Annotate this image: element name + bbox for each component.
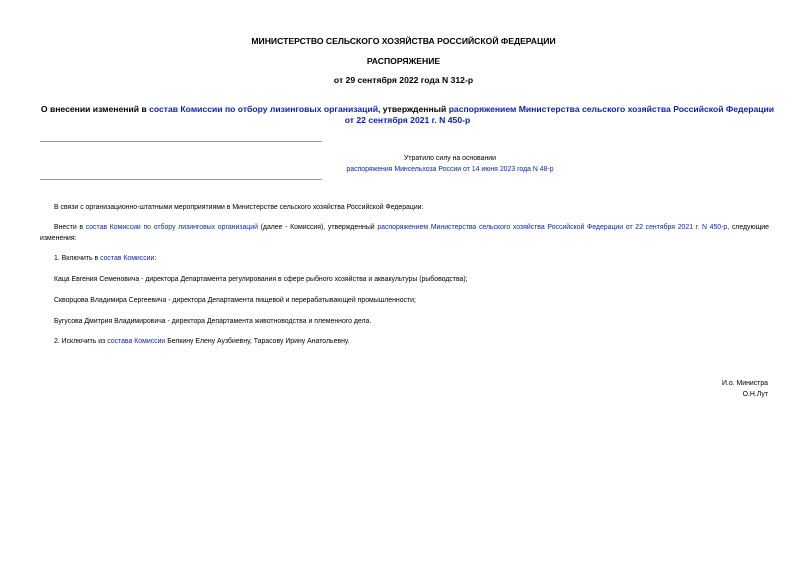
void-note-text: Утратило силу на основании	[404, 155, 496, 162]
paragraph-member-kats	[40, 274, 769, 285]
member-kats-text: Каца Евгения Семеновича - директора Департамента регулирования в сфере рыбного хозяйства и аквакультуры (рыбоводства);	[54, 276, 468, 283]
commission-composition-link[interactable]: состав Комиссии по отбору лизинговых организаций	[149, 104, 379, 114]
signatory-position: И.о. Министра	[721, 380, 768, 387]
paragraph-include	[40, 253, 769, 264]
include-prefix: 1. Включить в	[54, 255, 101, 262]
amendment-prefix: Внести в	[54, 224, 86, 231]
signatory-name: О.Н.Лут	[742, 391, 768, 398]
amendment-suffix: , следующие изменения:	[40, 224, 769, 242]
top-divider	[40, 141, 322, 142]
paragraph-member-bugusov	[40, 316, 769, 327]
commission-link-include[interactable]: состав Комиссии	[100, 255, 155, 262]
void-note	[230, 153, 670, 175]
document-subject	[40, 104, 775, 126]
ministry-title: МИНИСТЕРСТВО СЕЛЬСКОГО ХОЗЯЙСТВА РОССИЙСКОЙ ФЕДЕРАЦИИ	[251, 36, 556, 46]
void-order-link[interactable]: распоряжения Минсельхоза России от 14 июня 2023 года N 48-р	[346, 166, 554, 173]
subject-middle: , утвержденный	[378, 104, 449, 114]
signature-block	[568, 378, 768, 400]
bottom-divider	[40, 179, 322, 180]
commission-composition-link-2[interactable]: состав Комиссии по отбору лизинговых организаций	[85, 224, 258, 231]
member-bugusov-text: Бугусова Дмитрия Владимировича - директора Департамента животноводства и племенного дела.	[54, 318, 372, 325]
commission-link-exclude[interactable]: состава Комиссии	[107, 338, 166, 345]
exclude-prefix: 2. Исключить из	[54, 338, 108, 345]
amendment-middle: (далее - Комиссия), утвержденный	[257, 224, 378, 231]
paragraph-amendment	[40, 222, 769, 244]
order-450-link[interactable]: распоряжением Министерства сельского хозяйства Российской Федерации от 22 сентября 2021 г. N 450-р	[344, 104, 775, 125]
paragraph-exclude	[40, 336, 769, 347]
include-suffix: :	[154, 255, 157, 262]
exclude-suffix: Белкину Елену Аузбиевну, Тарасову Ирину Анатольевну.	[165, 338, 350, 345]
document-type: РАСПОРЯЖЕНИЕ	[366, 56, 441, 66]
paragraph-preamble	[40, 202, 769, 213]
order-450-link-2[interactable]: распоряжением Министерства сельского хозяйства Российской Федерации от 22 сентября 2021 г. N 450-р	[377, 224, 728, 231]
subject-prefix: О внесении изменений в	[40, 104, 150, 114]
member-skvortsov-text: Скворцова Владимира Сергеевича - директора Департамента пищевой и перерабатывающей промышленности;	[54, 297, 416, 304]
paragraph-member-skvortsov	[40, 295, 769, 306]
preamble-text: В связи с организационно-штатными мероприятиями в Министерстве сельского хозяйства Российской Федерации:	[54, 204, 424, 211]
document-date-number: от 29 сентября 2022 года N 312-р	[333, 75, 474, 85]
